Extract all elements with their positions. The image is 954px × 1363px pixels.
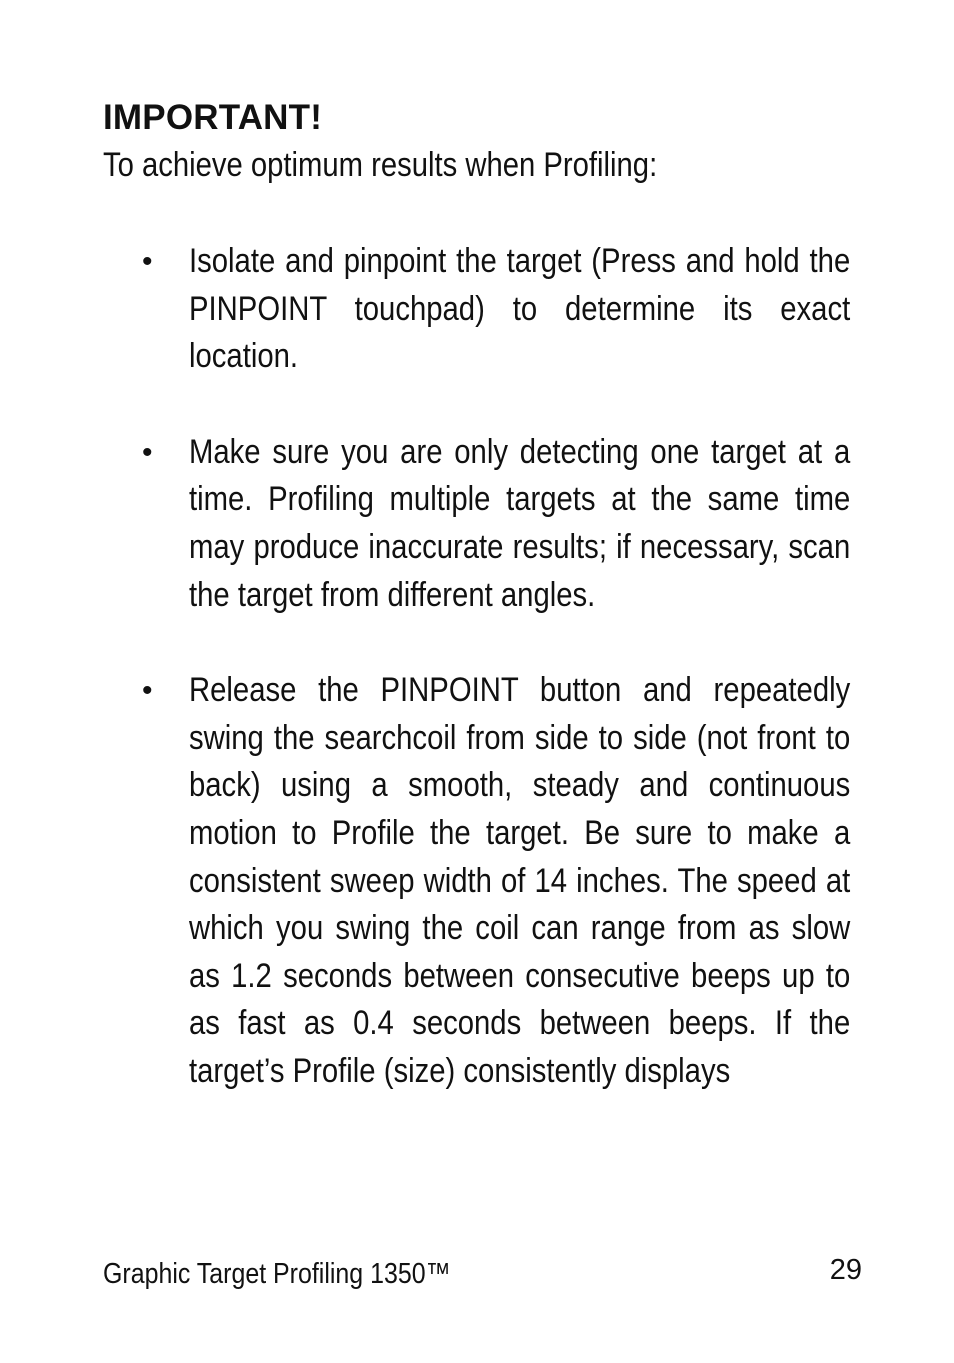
page-number: 29: [829, 1254, 862, 1286]
bullet-icon: •: [142, 245, 153, 278]
list-item-text: Isolate and pinpoint the target (Press and hold the PINPOINT touchpad) to determine its exact location.: [189, 242, 851, 376]
footer-title: Graphic Target Profiling 1350™: [103, 1258, 451, 1290]
bullet-icon: •: [142, 435, 153, 469]
list-item: [0, 667, 954, 1095]
list-item: [0, 429, 954, 619]
bullet-icon: •: [142, 674, 153, 708]
list-item-text: Make sure you are only detecting one target at a time. Profiling multiple targets at the same time may produce inaccurate results; if necessary, scan the target from different angles.: [189, 432, 851, 614]
important-heading: IMPORTANT!: [103, 98, 323, 137]
intro-text: To achieve optimum results when Profiling:: [103, 146, 658, 184]
list-item-text: Release the PINPOINT button and repeatedly swing the searchcoil from side to side (not front to back) using a smooth, steady and continuous motion to Profile the target. Be sure to make a consistent sweep width of 14 inches. The speed at which you swing the coil can range from as slow as 1.2 seconds between consecutive beeps up to as fast as 0.4 seconds between beeps. If the target’s Profile (size) consistently displays: [189, 671, 851, 1090]
tips-list: [0, 238, 954, 1144]
list-item: [0, 238, 954, 381]
